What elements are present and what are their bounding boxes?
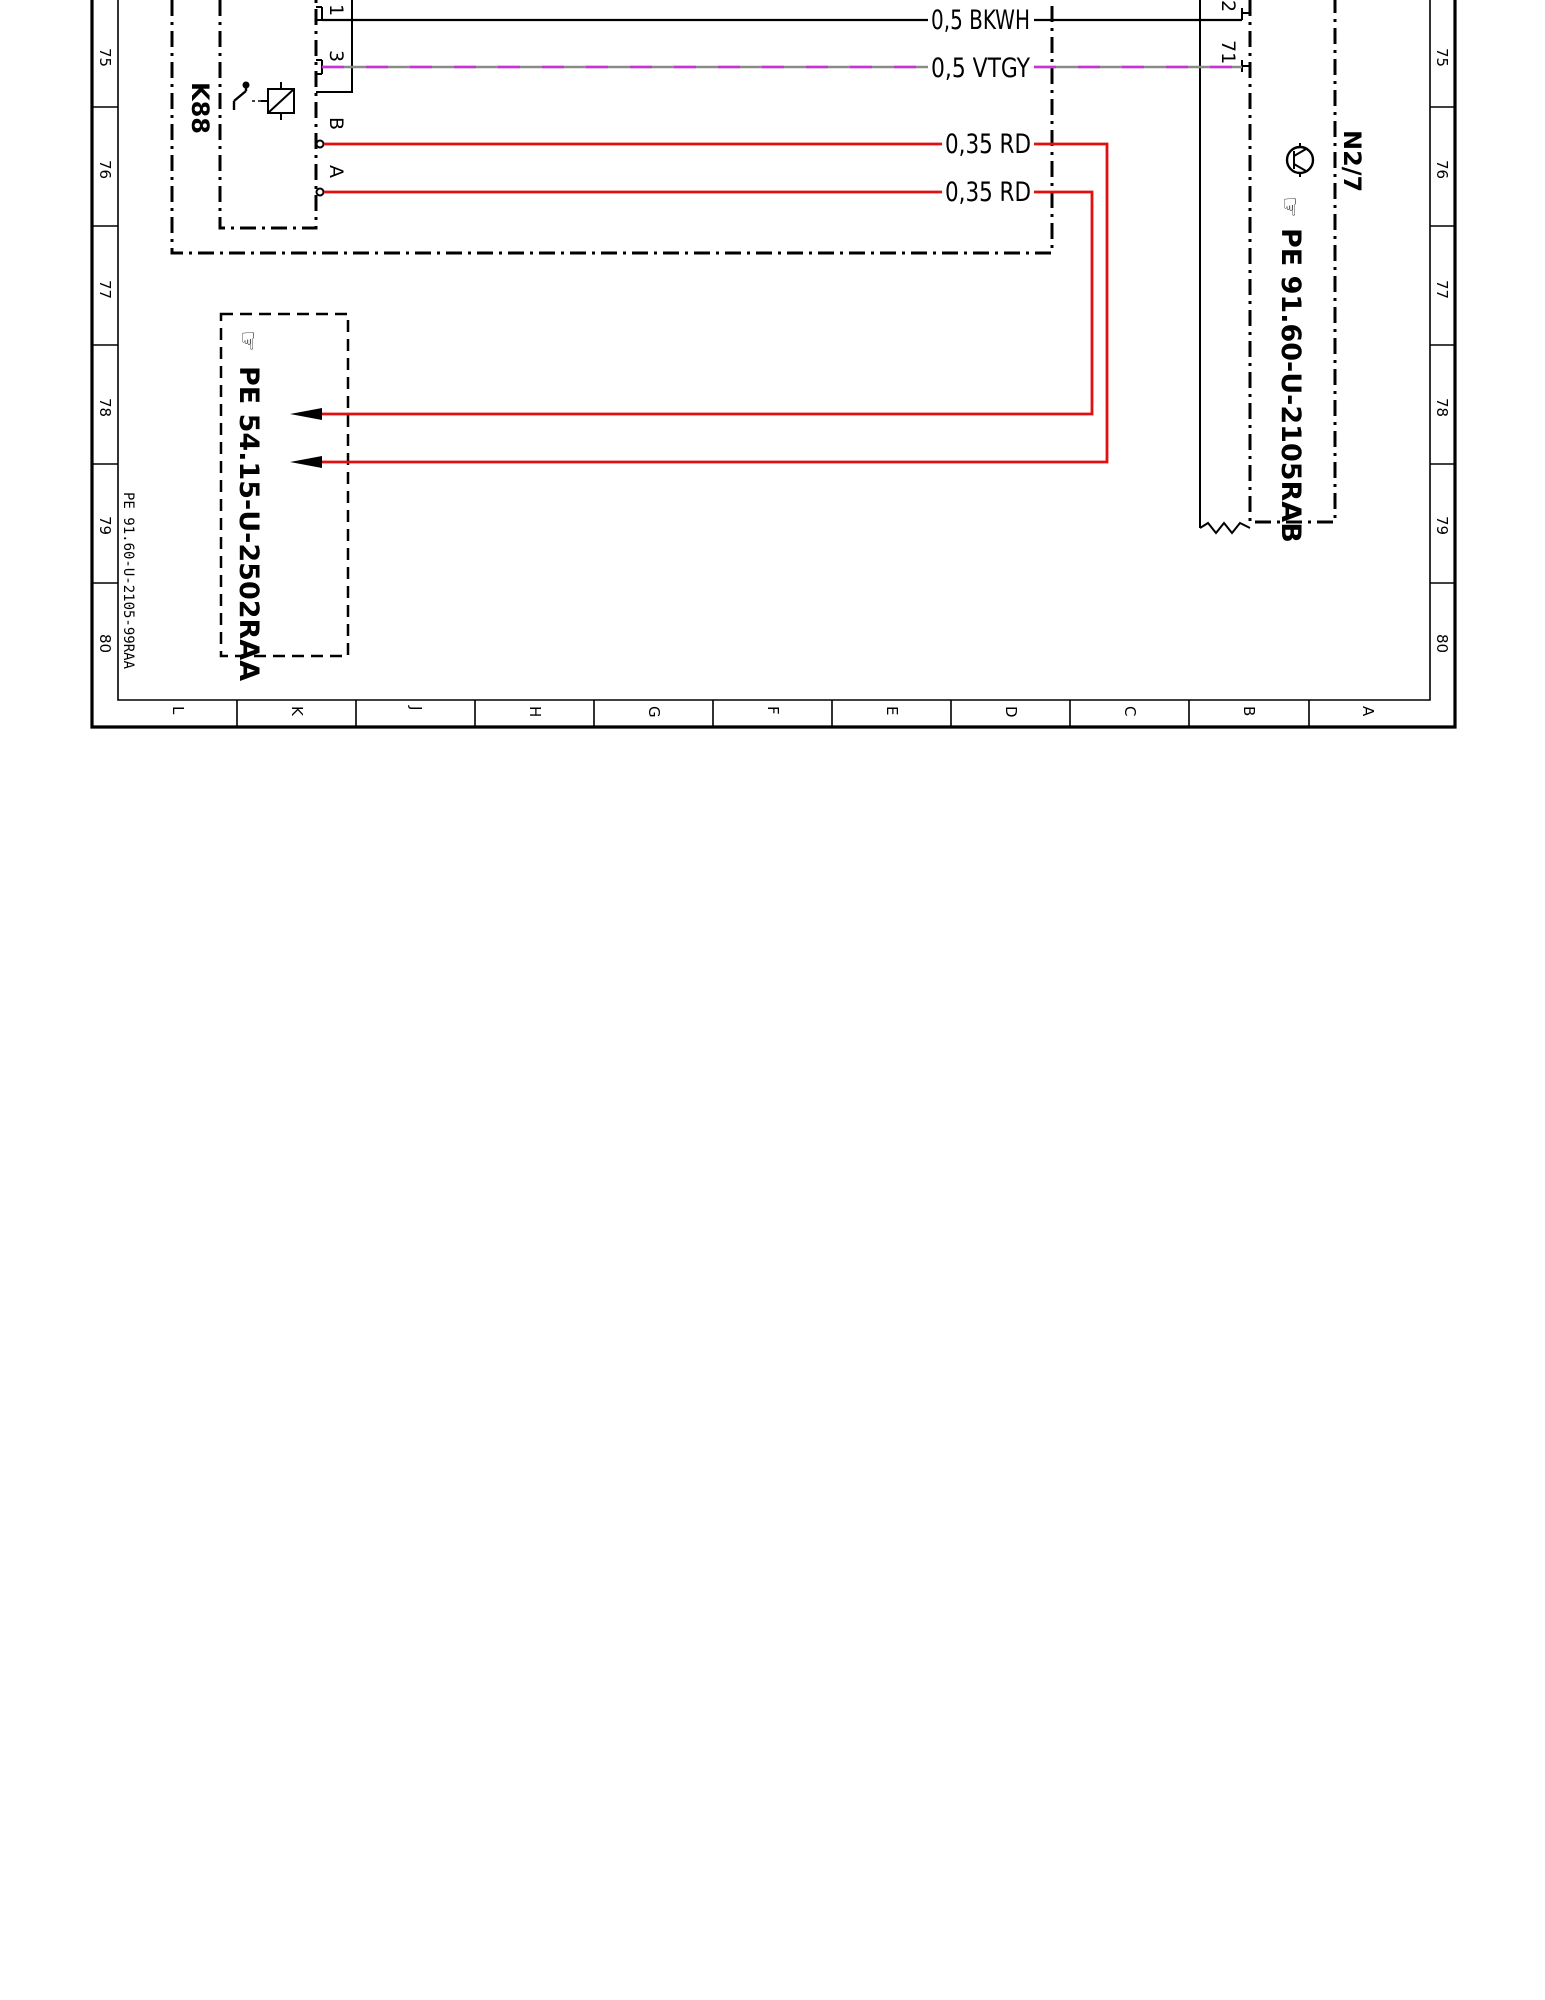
relay-terminal bbox=[317, 141, 324, 148]
module-pin: 2 bbox=[1217, 0, 1239, 13]
row-label: 79 bbox=[96, 516, 114, 536]
wire-rd-a bbox=[290, 177, 1092, 420]
document-code: PE 91.60-U-2105-99RAA bbox=[120, 492, 136, 670]
relay-pin: B bbox=[325, 117, 347, 131]
module-transistor-icon bbox=[1287, 143, 1313, 177]
column-label: G bbox=[645, 706, 663, 718]
row-label: 80 bbox=[1433, 634, 1451, 654]
column-label: H bbox=[526, 706, 544, 718]
relay-coil-icon bbox=[261, 82, 294, 120]
row-label: 75 bbox=[96, 48, 114, 68]
column-label: A bbox=[1359, 706, 1377, 717]
module-n2-7 bbox=[1200, 0, 1366, 543]
relay-contact-icon bbox=[234, 82, 262, 111]
row-label: 79 bbox=[1433, 516, 1451, 536]
reference-icon: ☞ bbox=[234, 330, 262, 352]
row-label: 80 bbox=[96, 634, 114, 654]
wire-label: 0,5 BKWH bbox=[931, 5, 1030, 36]
wire-vtgy bbox=[322, 53, 1242, 84]
module-break-mark bbox=[1200, 523, 1250, 533]
row-label: 78 bbox=[1433, 398, 1451, 418]
column-label: B bbox=[1240, 706, 1258, 717]
module-ref-icon: ☞ bbox=[1276, 196, 1304, 218]
relay-pin: A bbox=[325, 165, 347, 178]
wire-bkwh bbox=[322, 5, 1242, 36]
reference-text: PE 54.15-U-2502RAA bbox=[233, 366, 264, 682]
column-label: L bbox=[169, 706, 187, 715]
row-labels-left bbox=[96, 48, 114, 653]
relay-pin: 3 bbox=[325, 50, 347, 63]
row-labels-right bbox=[1433, 48, 1451, 653]
column-label: C bbox=[1121, 706, 1139, 717]
column-label: J bbox=[407, 706, 425, 711]
component-group-border bbox=[172, 0, 1052, 253]
arrow-head bbox=[290, 456, 322, 468]
module-pin: 71 bbox=[1217, 40, 1239, 65]
row-label: 77 bbox=[1433, 280, 1451, 300]
column-labels bbox=[169, 705, 1377, 718]
relay-pin: 1 bbox=[325, 4, 347, 17]
row-label: 78 bbox=[96, 398, 114, 418]
row-label: 77 bbox=[96, 280, 114, 300]
module-ref: PE 91.60-U-2105RAB bbox=[1275, 228, 1306, 543]
wire-label: 0,5 VTGY bbox=[931, 53, 1031, 84]
relay-label: K88 bbox=[186, 82, 214, 134]
column-label: F bbox=[764, 706, 782, 715]
wire-label: 0,35 RD bbox=[945, 129, 1031, 160]
row-label: 75 bbox=[1433, 48, 1451, 68]
row-label: 76 bbox=[96, 160, 114, 180]
reference-box bbox=[221, 314, 348, 681]
relay-k88 bbox=[186, 0, 352, 228]
column-label: E bbox=[883, 706, 901, 716]
module-label: N2/7 bbox=[1338, 130, 1366, 193]
column-label: D bbox=[1002, 706, 1020, 718]
column-label: K bbox=[288, 706, 306, 716]
arrow-head bbox=[290, 408, 322, 420]
relay-terminal bbox=[317, 189, 324, 196]
row-label: 76 bbox=[1433, 160, 1451, 180]
wire-label: 0,35 RD bbox=[945, 177, 1031, 208]
